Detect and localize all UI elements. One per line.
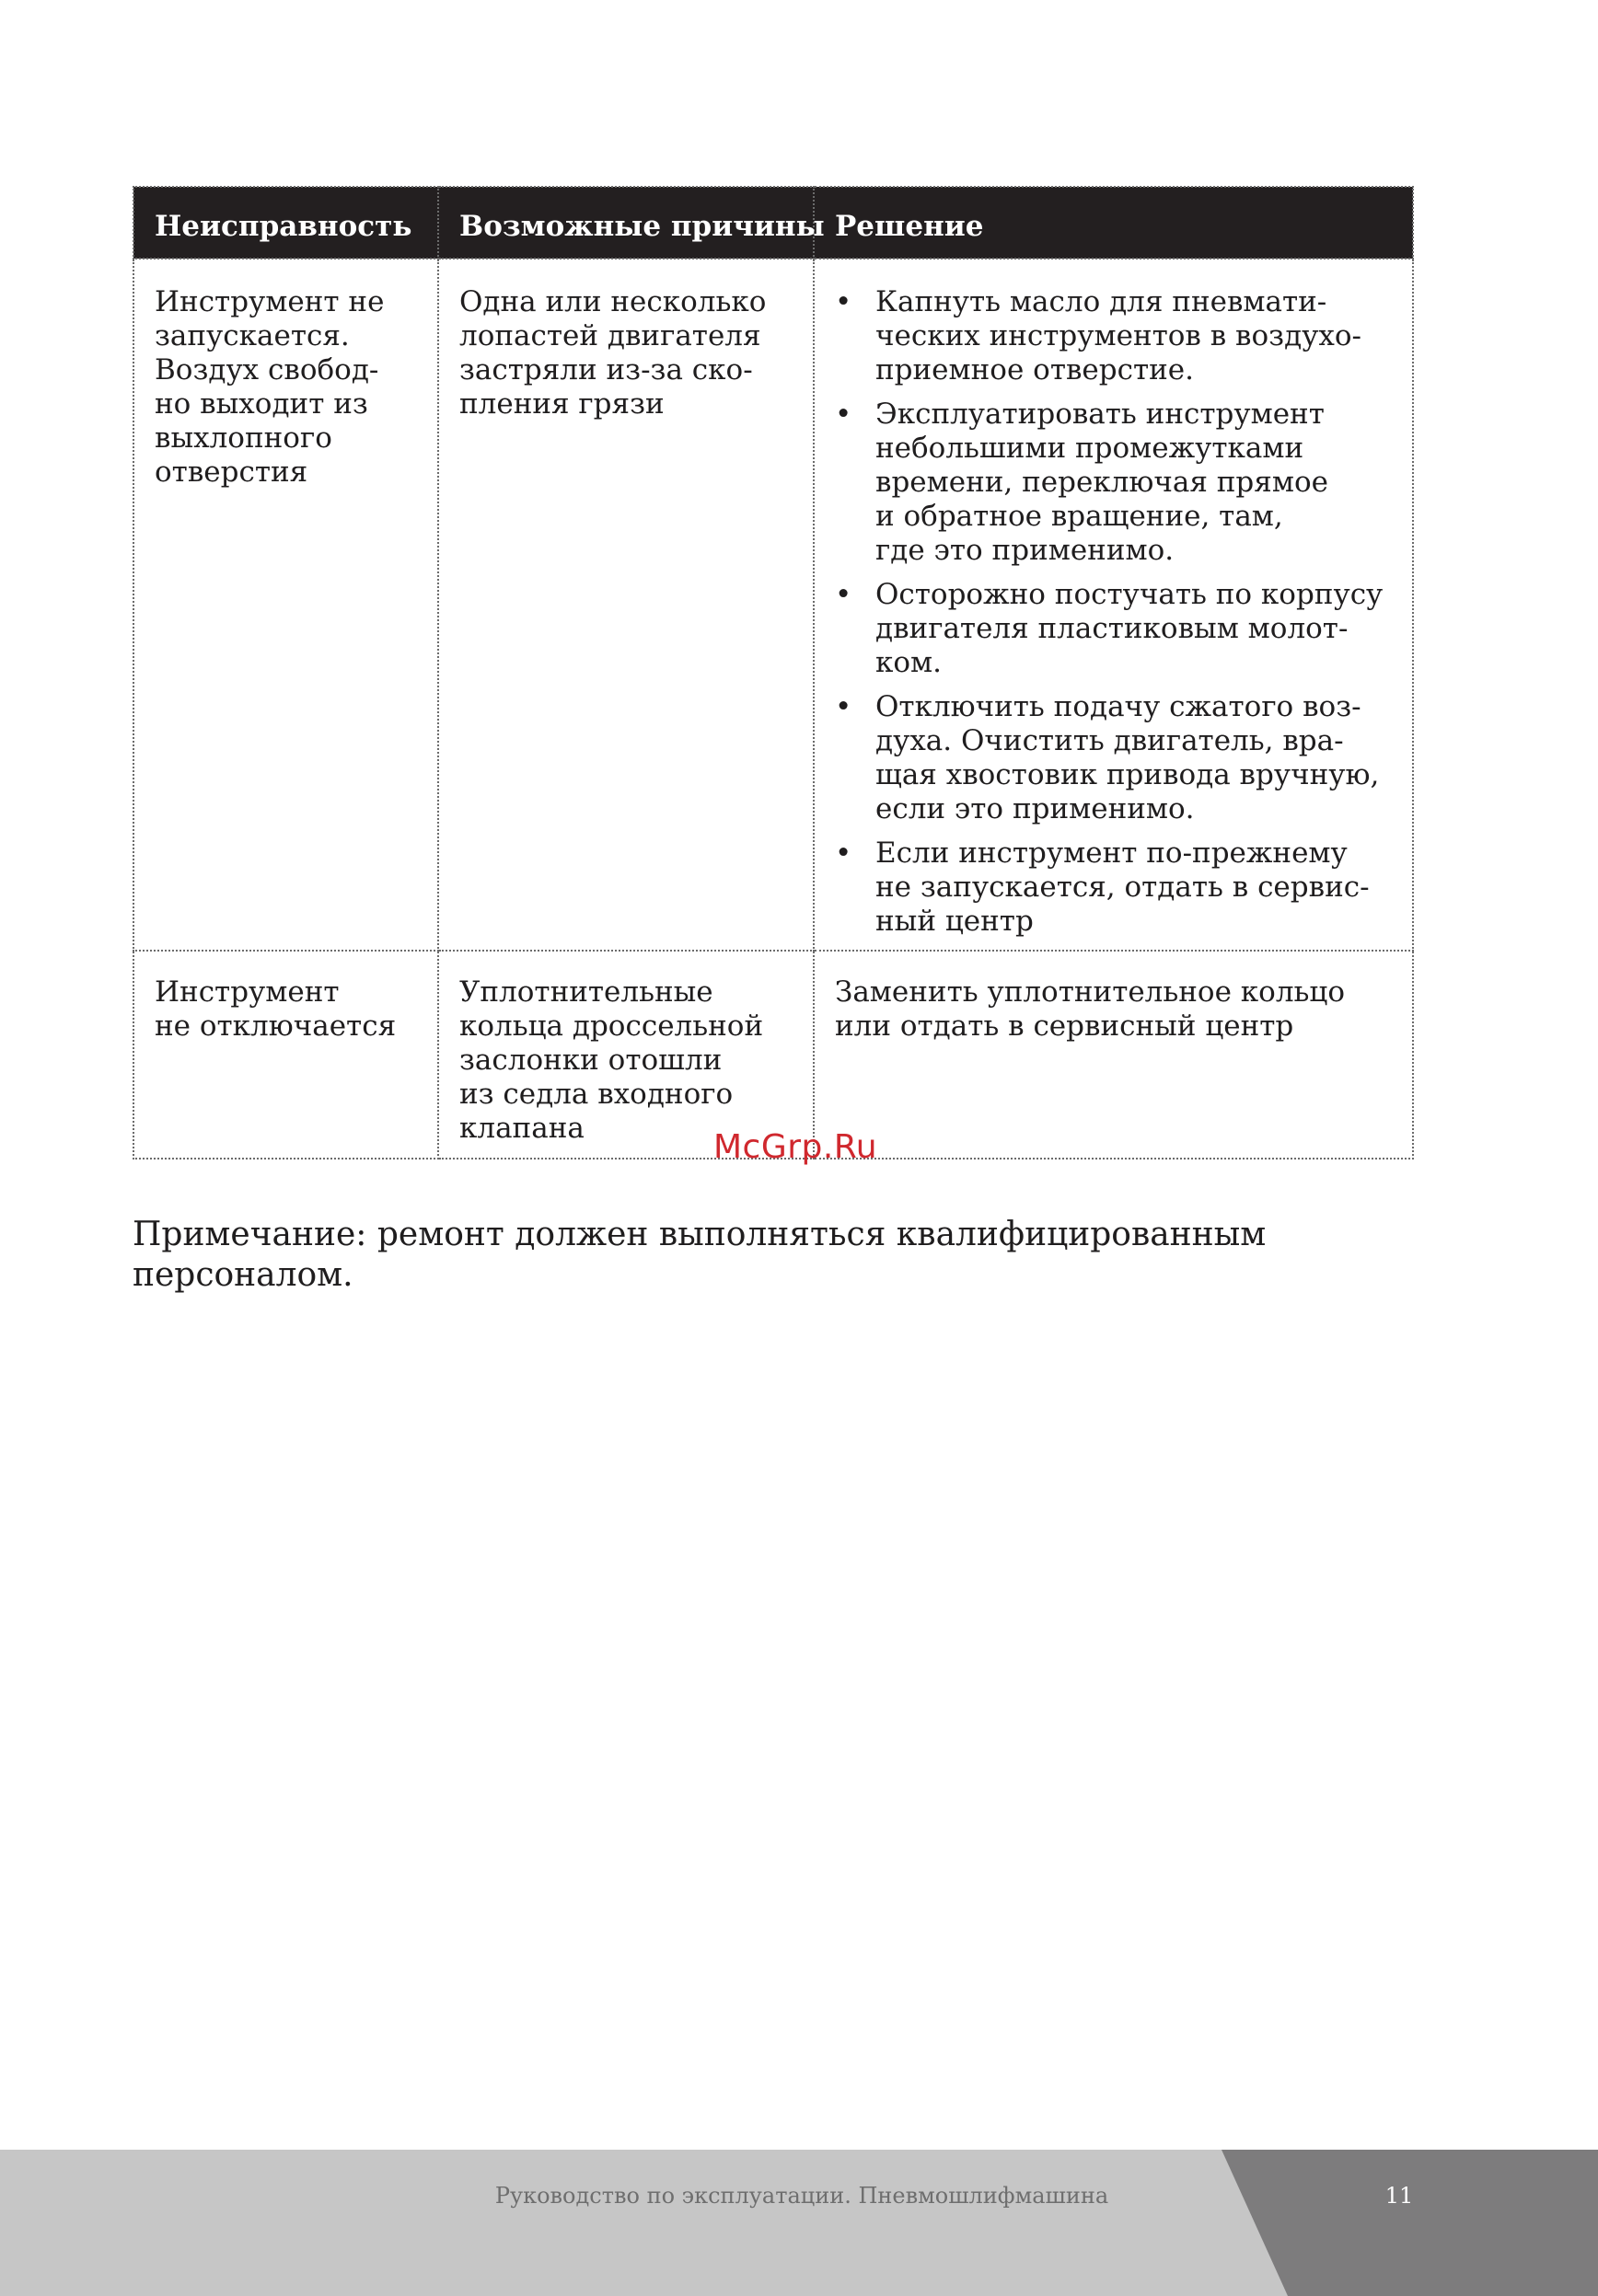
note-line: Примечание: ремонт должен выполняться квалифицированным <box>133 1216 1267 1253</box>
bullet-icon: • <box>835 836 852 870</box>
note-line: персоналом. <box>133 1256 353 1294</box>
text-line: запускается. <box>155 319 350 352</box>
text-line: ческих инструментов в воздухо- <box>875 319 1362 352</box>
solution-cell <box>814 951 1413 1159</box>
footer-dark-polygon <box>1222 2150 1598 2296</box>
table-row <box>133 259 1413 951</box>
table <box>133 186 1414 1160</box>
fault-cell <box>133 951 438 1159</box>
text-line: или отдать в сервисный центр <box>835 1010 1294 1043</box>
bullet-icon: • <box>835 578 852 611</box>
text-line: Если инструмент по-прежнему <box>875 836 1348 870</box>
text-line: духа. Очистить двигатель, вра- <box>875 724 1344 757</box>
footer-band <box>0 2150 1598 2296</box>
text-line: Уплотнительные <box>459 975 713 1009</box>
footer-dark-shape <box>0 2150 1598 2296</box>
header-causes: Возможные причины <box>438 187 814 259</box>
watermark-logo: McGrp.Ru <box>713 1128 878 1166</box>
solution-list <box>835 285 1392 939</box>
text-line: пления грязи <box>459 387 665 421</box>
text-line: где это применимо. <box>875 534 1175 567</box>
text-line: Заменить уплотнительное кольцо <box>835 975 1345 1009</box>
text-line: времени, переключая прямое <box>875 466 1328 499</box>
header-solution: Решение <box>814 187 1413 259</box>
text-line: и обратное вращение, там, <box>875 500 1283 533</box>
bullet-icon: • <box>835 285 852 318</box>
troubleshooting-table <box>133 186 1412 1160</box>
text-line: Капнуть масло для пневмати- <box>875 285 1327 318</box>
text-line: ный центр <box>875 905 1034 938</box>
list-item <box>835 285 1392 387</box>
text-line: кольца дроссельной <box>459 1010 764 1043</box>
text-line: если это применимо. <box>875 792 1195 825</box>
fault-cell <box>133 259 438 951</box>
header-fault: Неисправность <box>133 187 438 259</box>
text-line: Инструмент <box>155 975 340 1009</box>
table-header-row <box>133 187 1413 259</box>
text-line: заслонки отошли <box>459 1044 723 1077</box>
text-line: щая хвостовик привода вручную, <box>875 758 1380 791</box>
text-line: Эксплуатировать инструмент <box>875 398 1325 431</box>
text-line: не запускается, отдать в сервис- <box>875 871 1370 904</box>
list-item <box>835 578 1392 680</box>
page-number: 11 <box>1384 2183 1414 2209</box>
text-line: клапана <box>459 1112 585 1145</box>
text-line: не отключается <box>155 1010 397 1043</box>
text-line: Инструмент не <box>155 285 385 318</box>
text-line: выхлопного <box>155 421 332 455</box>
text-line: двигателя пластиковым молот- <box>875 612 1349 645</box>
text-line: но выходит из <box>155 387 368 421</box>
text-line: Осторожно постучать по корпусу <box>875 578 1384 611</box>
list-item <box>835 836 1392 939</box>
bullet-icon: • <box>835 398 852 431</box>
text-line: Одна или несколько <box>459 285 767 318</box>
text-line: приемное отверстие. <box>875 353 1194 387</box>
text-line: небольшими промежутками <box>875 432 1304 465</box>
text-line: застряли из-за ско- <box>459 353 753 387</box>
text-line: лопастей двигателя <box>459 319 761 352</box>
footer-title: Руководство по эксплуатации. Пневмошлифмашина <box>494 2183 1109 2209</box>
solution-cell <box>814 259 1413 951</box>
list-item <box>835 690 1392 826</box>
text-line: ком. <box>875 646 943 679</box>
text-line: отверстия <box>155 456 308 489</box>
text-line: Воздух свобод- <box>155 353 379 387</box>
text-line: Отключить подачу сжатого воз- <box>875 690 1361 723</box>
cause-cell <box>438 259 814 951</box>
list-item <box>835 398 1392 568</box>
bullet-icon: • <box>835 690 852 723</box>
text-line: из седла входного <box>459 1078 734 1111</box>
note-paragraph <box>133 1215 1440 1296</box>
